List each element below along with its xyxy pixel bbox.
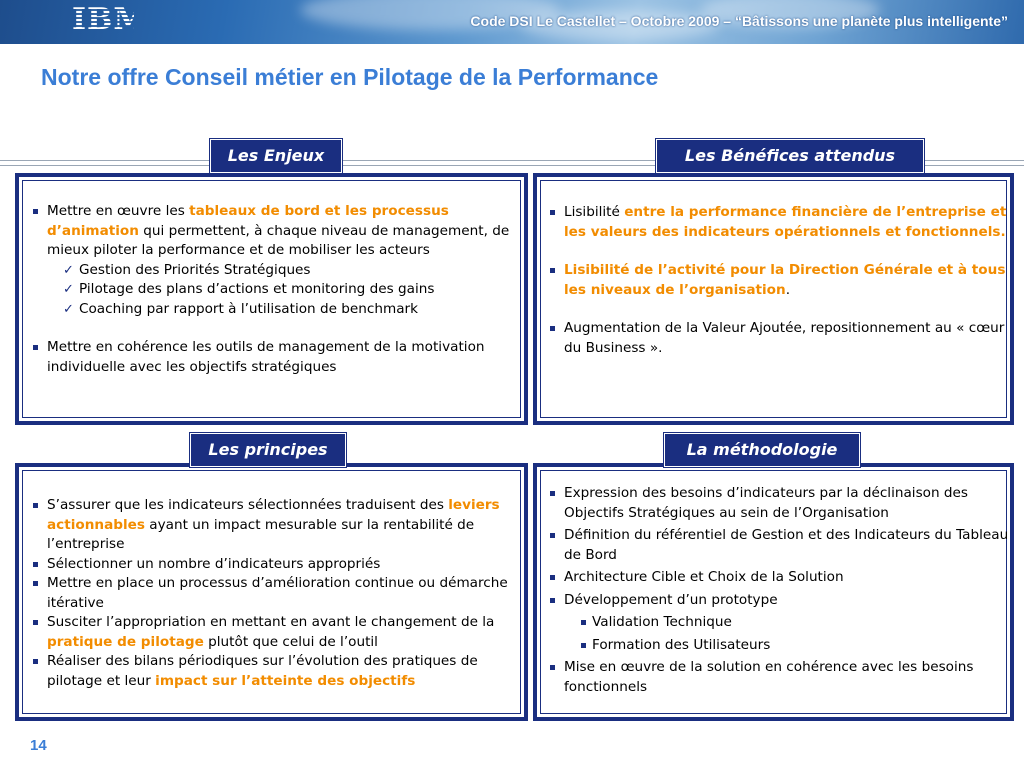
methodologie-content — [548, 484, 1010, 697]
list-item: Lisibilité de l’activité pour la Direction Générale et à tous les niveaux de l’organisation. — [548, 261, 1010, 300]
list-item: Expression des besoins d’indicateurs par la déclinaison des Objectifs Stratégiques au sein de l’Organisation — [548, 484, 1010, 523]
sub-list-item: Formation des Utilisateurs — [548, 636, 1010, 656]
list-item: Architecture Cible et Choix de la Solution — [548, 568, 1010, 588]
list-item: Mettre en cohérence les outils de management de la motivation individuelle avec les objectifs stratégiques — [31, 338, 521, 377]
header-banner — [0, 0, 1024, 44]
banner-text: Code DSI Le Castellet – Octobre 2009 – “Bâtissons une planète plus intelligente” — [470, 13, 1008, 29]
check-item: ✓ Coaching par rapport à l’utilisation de benchmark — [31, 300, 521, 320]
list-item: Mettre en œuvre les tableaux de bord et les processus d’animation qui permettent, à chaque niveau de management, de mieux piloter la performance et de mobiliser les acteurs — [31, 202, 521, 261]
sub-list-item: Validation Technique — [548, 613, 1010, 633]
tab-enjeux: Les Enjeux — [210, 139, 342, 173]
tab-methodologie: La méthodologie — [664, 433, 860, 467]
list-item: Lisibilité entre la performance financière de l’entreprise et les valeurs des indicateurs opérationnels et fonctionnels. — [548, 203, 1010, 242]
check-item: ✓ Pilotage des plans d’actions et monitoring des gains — [31, 280, 521, 300]
list-item: Mise en œuvre de la solution en cohérence avec les besoins fonctionnels — [548, 658, 1010, 697]
list-item: Susciter l’appropriation en mettant en avant le changement de la pratique de pilotage plutôt que celui de l’outil — [31, 613, 523, 652]
check-item: ✓ Gestion des Priorités Stratégiques — [31, 261, 521, 281]
list-item: S’assurer que les indicateurs sélectionnées traduisent des leviers actionnables ayant un impact mesurable sur la rentabilité de l’entreprise — [31, 496, 523, 555]
ibm-logo: IBM — [72, 2, 148, 37]
page-title: Notre offre Conseil métier en Pilotage de la Performance — [41, 64, 659, 90]
list-item: Définition du référentiel de Gestion et des Indicateurs du Tableau de Bord — [548, 526, 1010, 565]
list-item: Développement d’un prototype — [548, 591, 1010, 611]
benefices-content — [548, 203, 1010, 358]
list-item: Sélectionner un nombre d’indicateurs appropriés — [31, 555, 523, 575]
list-item: Mettre en place un processus d’amélioration continue ou démarche itérative — [31, 574, 523, 613]
list-item: Réaliser des bilans périodiques sur l’évolution des pratiques de pilotage et leur impact sur l’atteinte des objectifs — [31, 652, 523, 691]
enjeux-content — [31, 202, 521, 377]
principes-content — [31, 496, 523, 691]
tab-benefices: Les Bénéfices attendus — [656, 139, 924, 173]
tab-principes: Les principes — [190, 433, 346, 467]
page-number: 14 — [30, 737, 47, 754]
list-item: Augmentation de la Valeur Ajoutée, repositionnement au « cœur du Business ». — [548, 319, 1010, 358]
